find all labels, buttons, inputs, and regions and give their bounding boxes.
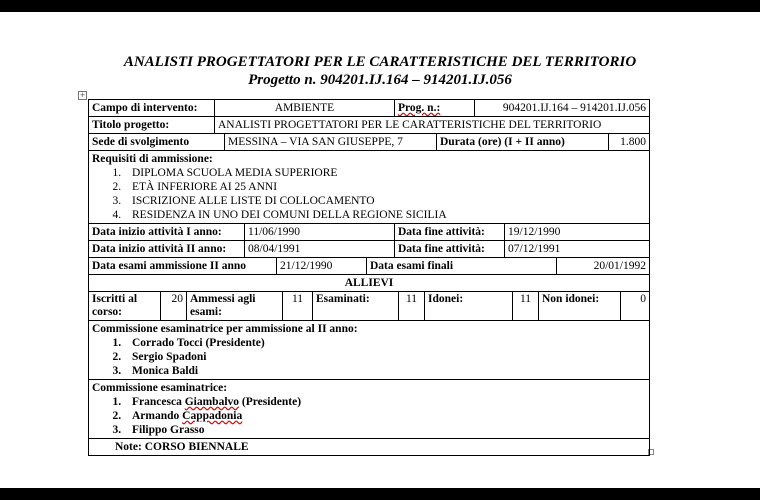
list-item: 2. Sergio Spadoni bbox=[124, 350, 646, 364]
row-titolo bbox=[89, 117, 649, 134]
commissione1-list bbox=[92, 336, 646, 378]
sede-value: MESSINA – VIA SAN GIUSEPPE, 7 bbox=[225, 134, 437, 150]
esamifin-label: Data esami finali bbox=[367, 258, 557, 274]
titolo-label: Titolo progetto: bbox=[89, 117, 215, 133]
durata-label: Durata (ore) (I + II anno) bbox=[437, 134, 609, 150]
row-requisiti bbox=[89, 151, 649, 224]
commissione2-label: Commissione esaminatrice: bbox=[92, 382, 228, 394]
titolo-value: ANALISTI PROGETTATORI PER LE CARATTERISTICHE DEL TERRITORIO bbox=[218, 119, 602, 131]
row-campo bbox=[89, 100, 649, 117]
list-item bbox=[124, 395, 646, 409]
fine2-label: Data fine attività: bbox=[395, 241, 505, 257]
member-surname: Cappadonia bbox=[182, 410, 243, 422]
campo-label: Campo di intervento: bbox=[89, 100, 215, 116]
esaminati-value: 11 bbox=[399, 292, 425, 320]
inizio1-value: 11/06/1990 bbox=[245, 224, 395, 240]
allievi-heading: ALLIEVI bbox=[344, 277, 394, 289]
table-move-handle-icon[interactable]: + bbox=[79, 91, 86, 99]
list-item: 1. Corrado Tocci (Presidente) bbox=[124, 336, 646, 350]
esami2-value: 21/12/1990 bbox=[277, 258, 367, 274]
fine2-value: 07/12/1991 bbox=[508, 243, 561, 255]
fine1-label: Data fine attività: bbox=[395, 224, 505, 240]
note-text: Note: CORSO BIENNALE bbox=[115, 441, 249, 453]
inizio2-value: 08/04/1991 bbox=[245, 241, 395, 257]
member-role: (Presidente) bbox=[239, 396, 302, 408]
list-item: 3. Filippo Grasso bbox=[124, 423, 646, 437]
row-inizio-1 bbox=[89, 224, 649, 241]
iscritti-value: 20 bbox=[161, 292, 187, 320]
commissione1-label: Commissione esaminatrice per ammissione al II anno: bbox=[92, 323, 358, 335]
document-page bbox=[0, 12, 760, 488]
inizio2-label: Data inizio attività II anno: bbox=[89, 241, 245, 257]
requisiti-label: Requisiti di ammissione: bbox=[92, 153, 213, 165]
ammessi-value: 11 bbox=[283, 292, 313, 320]
requisiti-list bbox=[92, 166, 646, 222]
idonei-value: 11 bbox=[513, 292, 539, 320]
list-item: 1. DIPLOMA SCUOLA MEDIA SUPERIORE bbox=[124, 166, 646, 180]
row-commissione-1 bbox=[89, 321, 649, 380]
list-item: 2. ETÀ INFERIORE AI 25 ANNI bbox=[124, 180, 646, 194]
esamifin-value: 20/01/1992 bbox=[593, 260, 646, 272]
fine1-value: 19/12/1990 bbox=[508, 226, 561, 238]
member-first-name: Francesca bbox=[132, 396, 185, 408]
prog-value: 904201.IJ.164 – 914201.IJ.056 bbox=[502, 102, 646, 114]
document-title: ANALISTI PROGETTATORI PER LE CARATTERISTICHE DEL TERRITORIO bbox=[123, 54, 637, 70]
row-inizio-2 bbox=[89, 241, 649, 258]
row-allievi bbox=[89, 275, 649, 292]
nonidonei-label: Non idonei: bbox=[539, 292, 621, 320]
esaminati-label: Esaminati: bbox=[313, 292, 399, 320]
row-commissione-2 bbox=[89, 380, 649, 439]
row-esami bbox=[89, 258, 649, 275]
durata-value: 1.800 bbox=[620, 136, 646, 148]
campo-value: AMBIENTE bbox=[215, 100, 395, 116]
sede-label: Sede di svolgimento bbox=[89, 134, 225, 150]
commissione2-list bbox=[92, 395, 646, 437]
list-item: 3. Monica Baldi bbox=[124, 364, 646, 378]
document-subtitle: Progetto n. 904201.IJ.164 – 914201.IJ.056 bbox=[248, 72, 512, 88]
row-allievi-numbers bbox=[89, 292, 649, 321]
list-item bbox=[124, 409, 646, 423]
member-surname: Giambalvo bbox=[184, 396, 240, 408]
prog-label-text: Prog. n.: bbox=[398, 102, 441, 114]
row-note bbox=[89, 439, 649, 455]
project-table bbox=[88, 99, 650, 456]
inizio1-label: Data inizio attività I anno: bbox=[89, 224, 245, 240]
ammessi-label: Ammessi agli esami: bbox=[187, 292, 283, 320]
list-item: 4. RESIDENZA IN UNO DEI COMUNI DELLA REGIONE SICILIA bbox=[124, 208, 646, 222]
iscritti-label: Iscritti al corso: bbox=[89, 292, 161, 320]
list-item: 3. ISCRIZIONE ALLE LISTE DI COLLOCAMENTO bbox=[124, 194, 646, 208]
nonidonei-value: 0 bbox=[640, 293, 646, 305]
member-first-name: Armando bbox=[132, 410, 183, 422]
esami2-label: Data esami ammissione II anno bbox=[89, 258, 277, 274]
prog-label bbox=[395, 100, 475, 116]
row-sede bbox=[89, 134, 649, 151]
idonei-label: Idonei: bbox=[425, 292, 513, 320]
